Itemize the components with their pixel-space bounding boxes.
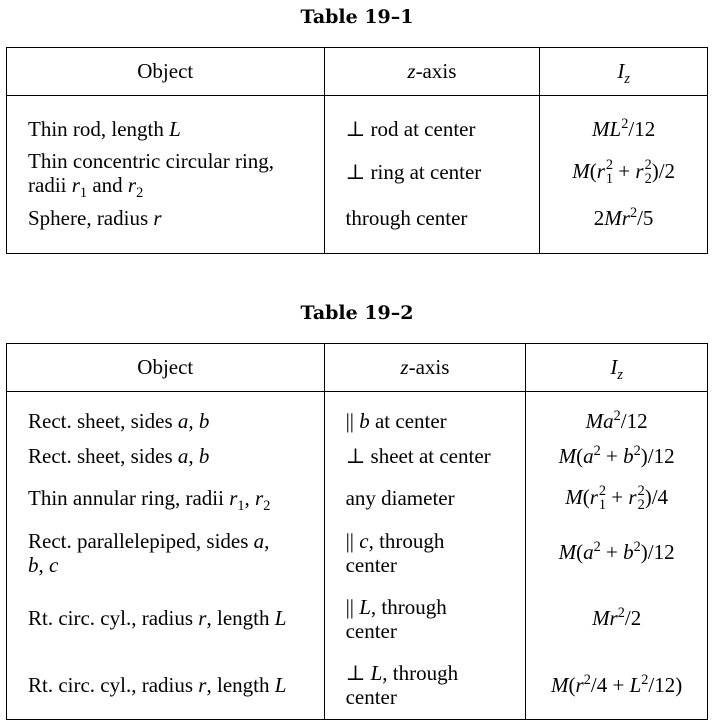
moment-cell: Mr$^2$/2 <box>526 586 708 652</box>
header-z-axis: z-axis <box>324 344 526 392</box>
axis-cell: || L, through center <box>324 586 526 652</box>
axis-cell: any diameter <box>324 478 526 520</box>
object-cell: Rect. sheet, sides a, b <box>7 392 325 436</box>
header-iz: $I_z$ <box>526 344 708 392</box>
object-cell: Rect. sheet, sides a, b <box>7 436 325 478</box>
table-row <box>7 436 708 478</box>
table2 <box>6 343 708 720</box>
object-cell: Thin annular ring, radii $r_1$, $r_2$ <box>7 478 325 520</box>
table-row <box>7 146 708 200</box>
axis-cell: ⊥ L, through center <box>324 652 526 720</box>
table-row <box>7 392 708 436</box>
object-cell: Sphere, radius r <box>7 200 325 254</box>
moment-cell: $ML^2/12$ <box>540 96 708 146</box>
object-cell: Rt. circ. cyl., radius r, length L <box>7 652 325 720</box>
table2-header-row <box>7 344 708 392</box>
table-row <box>7 520 708 586</box>
table1 <box>6 47 708 254</box>
header-z-axis: z-axis <box>324 48 540 96</box>
object-cell: Thin rod, length L <box>7 96 325 146</box>
table1-header-row <box>7 48 708 96</box>
axis-cell: ⊥ sheet at center <box>324 436 526 478</box>
axis-cell: through center <box>324 200 540 254</box>
moment-cell: 2Mr$^2$/5 <box>540 200 708 254</box>
header-object: Object <box>7 344 325 392</box>
axis-cell: || c, through center <box>324 520 526 586</box>
table-row <box>7 96 708 146</box>
table1-caption: Table 19–1 <box>300 6 414 28</box>
header-iz: $I_z$ <box>540 48 708 96</box>
moment-cell: $M(r^2/4 + L^2/12)$ <box>526 652 708 720</box>
table-row <box>7 652 708 720</box>
header-object: Object <box>7 48 325 96</box>
axis-cell: ⊥ ring at center <box>324 146 540 200</box>
moment-cell: Ma$^2$/12 <box>526 392 708 436</box>
table2-caption: Table 19–2 <box>300 302 414 324</box>
table-row <box>7 478 708 520</box>
moment-cell: M(r 2 1 + r 2 2 )/4 <box>526 478 708 520</box>
object-cell: Rt. circ. cyl., radius r, length L <box>7 586 325 652</box>
object-cell: Thin concentric circular ring, radii $r_1$ and $r_2$ <box>7 146 325 200</box>
axis-cell: ⊥ rod at center <box>324 96 540 146</box>
moment-cell: M(r 2 1 + r 2 2 )/2 <box>540 146 708 200</box>
table-row <box>7 200 708 254</box>
moment-cell: $M(a^2 + b^2)/12$ <box>526 520 708 586</box>
object-cell: Rect. parallelepiped, sides a, b, c <box>7 520 325 586</box>
moment-cell: $M(a^2 + b^2)/12$ <box>526 436 708 478</box>
table-row <box>7 586 708 652</box>
axis-cell: || b at center <box>324 392 526 436</box>
